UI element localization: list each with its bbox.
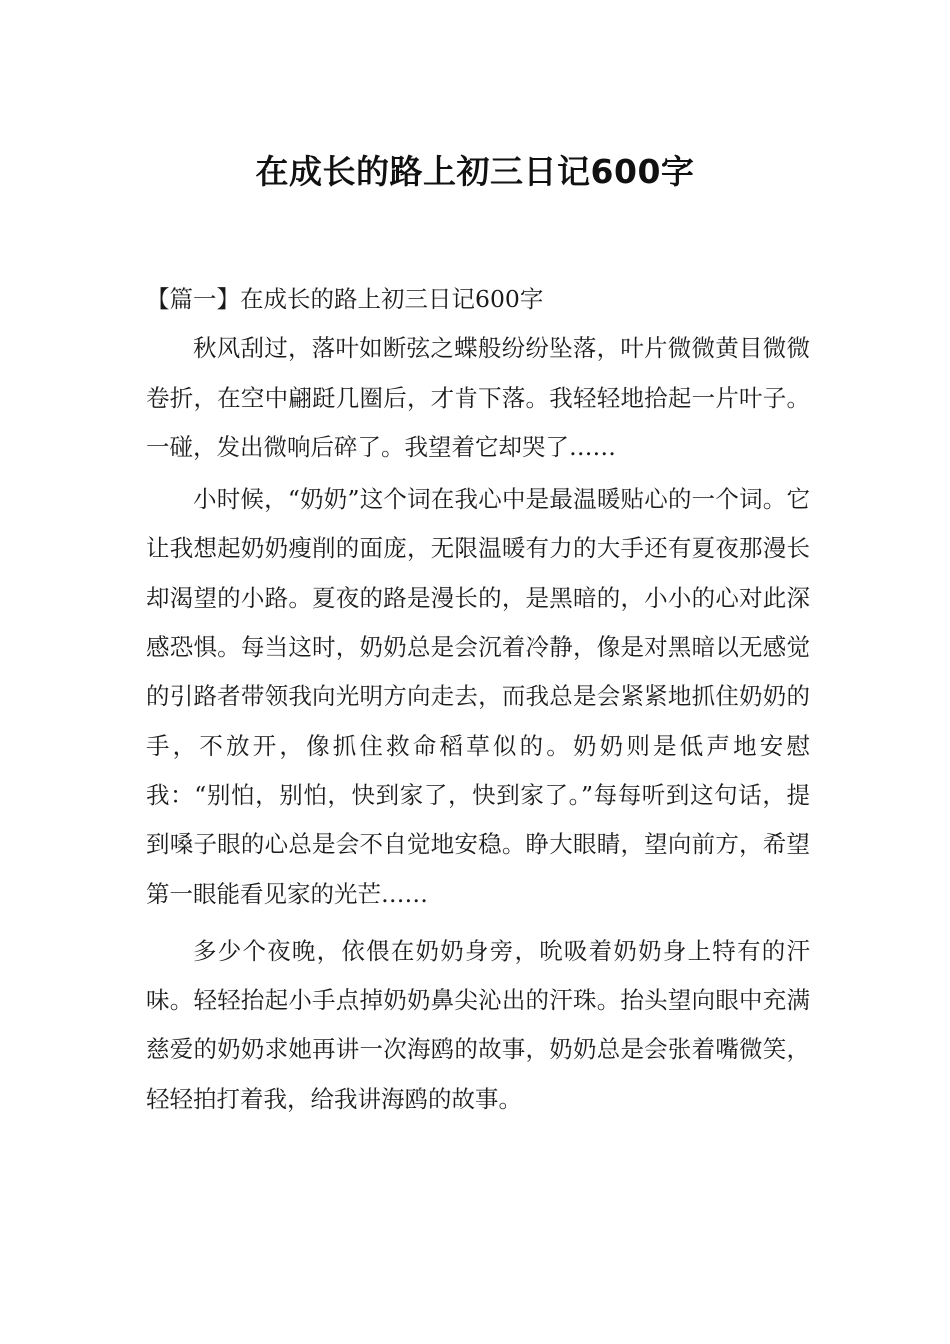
document-body	[146, 275, 810, 1124]
paragraph-1: 秋风刮过，落叶如断弦之蝶般纷纷坠落，叶片微微黄目微微卷折，在空中翩跹几圈后，才肯下落。我轻轻地拾起一片叶子。一碰，发出微响后碎了。我望着它却哭了……	[146, 334, 810, 461]
paragraph-3: 多少个夜晚，依偎在奶奶身旁，吮吸着奶奶身上特有的汗味。轻轻抬起小手点掉奶奶鼻尖沁出的汗珠。抬头望向眼中充满慈爱的奶奶求她再讲一次海鸥的故事，奶奶总是会张着嘴微笑，轻轻拍打着我，给我讲海鸥的故事。	[146, 936, 810, 1113]
paragraph-2: 小时候，“奶奶”这个词在我心中是最温暖贴心的一个词。它让我想起奶奶瘦削的面庞，无限温暖有力的大手还有夏夜那漫长却渴望的小路。夏夜的路是漫长的，是黑暗的，小小的心对此深感恐惧。每当这时，奶奶总是会沉着冷静，像是对黑暗以无感觉的引路者带领我向光明方向走去，而我总是会紧紧地抓住奶奶的手，不放开，像抓住救命稻草似的。奶奶则是低声地安慰我：“别怕，别怕，快到家了，快到家了。”每每听到这句话，提到嗓子眼的心总是会不自觉地安稳。睁大眼睛，望向前方，希望第一眼能看见家的光芒……	[146, 485, 810, 908]
section-heading: 【篇一】在成长的路上初三日记600字	[146, 285, 544, 313]
document-title: 在成长的路上初三日记600字	[255, 152, 695, 192]
